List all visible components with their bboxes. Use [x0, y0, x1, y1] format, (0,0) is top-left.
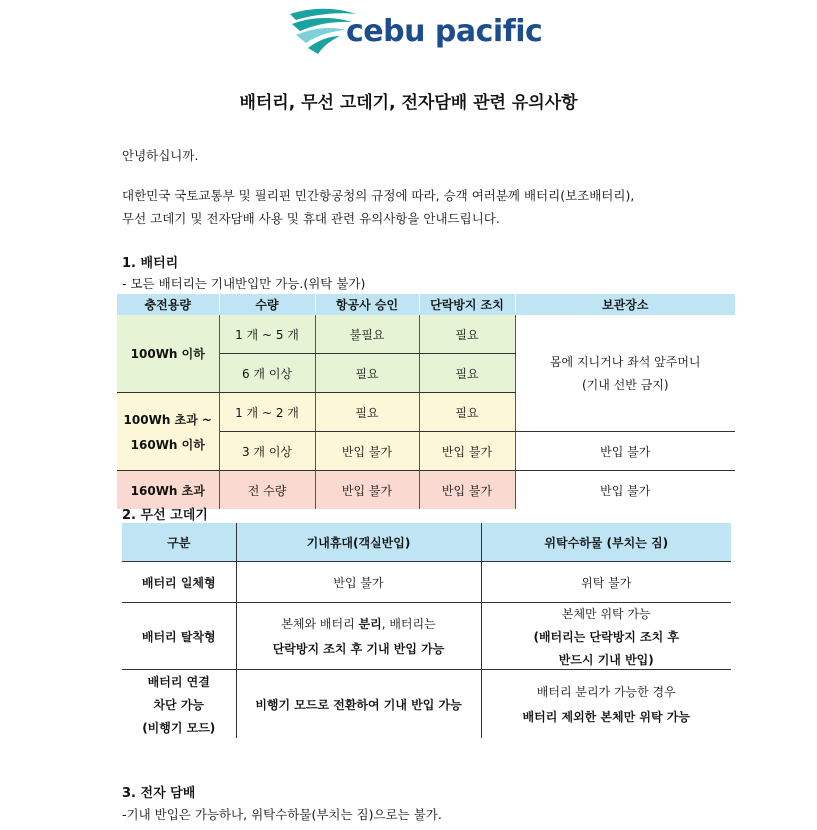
header-type: 구분	[122, 523, 236, 562]
section-heading-ecig: 3. 전자 담배	[122, 786, 196, 801]
table-header-row	[122, 523, 731, 562]
storage-line-1: 몸에 지니거나 좌석 앞주머니	[549, 355, 701, 369]
storage-cell	[515, 315, 735, 432]
header-short-circuit: 단락방지 조치	[419, 294, 515, 315]
qty-cell: 6 개 이상	[219, 354, 315, 393]
capacity-cell: 160Wh 초과	[117, 471, 219, 510]
type-cell: 배터리 탈착형	[122, 603, 236, 670]
cabin-text-pre: 본체와 배터리	[281, 617, 359, 631]
checked-line-2: 배터리 제외한 본체만 위탁 가능	[522, 710, 690, 724]
table-header-row	[117, 294, 735, 315]
short-cell: 필요	[419, 315, 515, 354]
table-row	[122, 603, 731, 670]
storage-cell: 반입 불가	[515, 432, 735, 471]
capacity-line-2: 160Wh 이하	[130, 437, 205, 452]
type-line-2: 차단 가능	[153, 697, 205, 712]
section-heading-curler: 2. 무선 고데기	[122, 508, 208, 523]
cabin-cell	[236, 603, 481, 670]
checked-cell: 위탁 불가	[481, 562, 731, 603]
header-quantity: 수량	[219, 294, 315, 315]
checked-line-2: (배터리는 단락방지 조치 후	[533, 629, 680, 644]
checked-line-1: 본체만 위탁 가능	[561, 606, 651, 621]
approval-cell: 필요	[315, 354, 419, 393]
storage-cell: 반입 불가	[600, 483, 651, 498]
logo-text: cebu pacific	[346, 14, 543, 49]
qty-cell: 3 개 이상	[219, 432, 315, 471]
qty-cell: 1 개 ~ 5 개	[219, 315, 315, 354]
cabin-text-post: , 배터리는	[381, 617, 436, 631]
intro-line-2: 무선 고데기 및 전자담배 사용 및 휴대 관련 유의사항을 안내드립니다.	[122, 211, 500, 226]
header-cabin: 기내휴대(객실반입)	[236, 523, 481, 562]
capacity-line-1: 100Wh 초과 ~	[123, 412, 212, 427]
header-checked: 위탁수하물 (부치는 짐)	[481, 523, 731, 562]
type-cell: 배터리 일체형	[122, 562, 236, 603]
cabin-text-bold: 분리	[358, 617, 382, 631]
capacity-cell: 100Wh 이하	[117, 315, 219, 393]
short-cell: 반입 불가	[419, 432, 515, 471]
checked-cell	[481, 670, 731, 739]
battery-table	[117, 294, 735, 509]
greeting: 안녕하십니까.	[122, 148, 199, 163]
header-approval: 항공사 승인	[315, 294, 419, 315]
table-row	[117, 315, 735, 354]
type-line-1: 배터리 연결	[147, 674, 210, 689]
table-row	[117, 471, 735, 510]
capacity-cell	[117, 393, 219, 471]
type-cell	[122, 670, 236, 739]
curler-table	[122, 523, 731, 738]
cabin-cell: 반입 불가	[236, 562, 481, 603]
ecig-note: -기내 반입은 가능하나, 위탁수하물(부치는 짐)으로는 불가.	[122, 807, 442, 822]
approval-cell: 불필요	[315, 315, 419, 354]
table-row	[122, 562, 731, 603]
approval-cell: 반입 불가	[315, 471, 419, 510]
cebu-pacific-logo	[288, 4, 543, 60]
checked-line-3: 반드시 기내 반입)	[558, 652, 654, 667]
header-storage: 보관장소	[515, 294, 735, 315]
qty-cell: 전 수량	[219, 471, 315, 510]
cabin-line-1	[237, 615, 481, 632]
cabin-line-2: 단락방지 조치 후 기내 반입 가능	[272, 642, 445, 656]
cabin-cell: 비행기 모드로 전환하여 기내 반입 가능	[236, 670, 481, 739]
battery-note: - 모든 배터리는 기내반입만 가능.(위탁 불가)	[122, 276, 366, 291]
storage-line-2: (기내 선반 금지)	[581, 378, 669, 392]
qty-cell: 1 개 ~ 2 개	[219, 393, 315, 432]
header-capacity: 충전용량	[117, 294, 219, 315]
intro-line-1: 대한민국 국토교통부 및 필리핀 민간항공청의 규정에 따라, 승객 여러분께 배터리(보조배터리),	[122, 188, 635, 203]
short-cell: 필요	[419, 393, 515, 432]
short-cell: 필요	[419, 354, 515, 393]
type-line-3: (비행기 모드)	[142, 720, 216, 735]
page-title: 배터리, 무선 고데기, 전자담배 관련 유의사항	[239, 93, 578, 113]
table-row	[122, 670, 731, 739]
checked-cell	[481, 603, 731, 670]
checked-line-1: 배터리 분리가 가능한 경우	[536, 685, 676, 699]
approval-cell: 반입 불가	[315, 432, 419, 471]
section-heading-battery: 1. 배터리	[122, 256, 179, 271]
short-cell: 반입 불가	[419, 471, 515, 510]
approval-cell: 필요	[315, 393, 419, 432]
